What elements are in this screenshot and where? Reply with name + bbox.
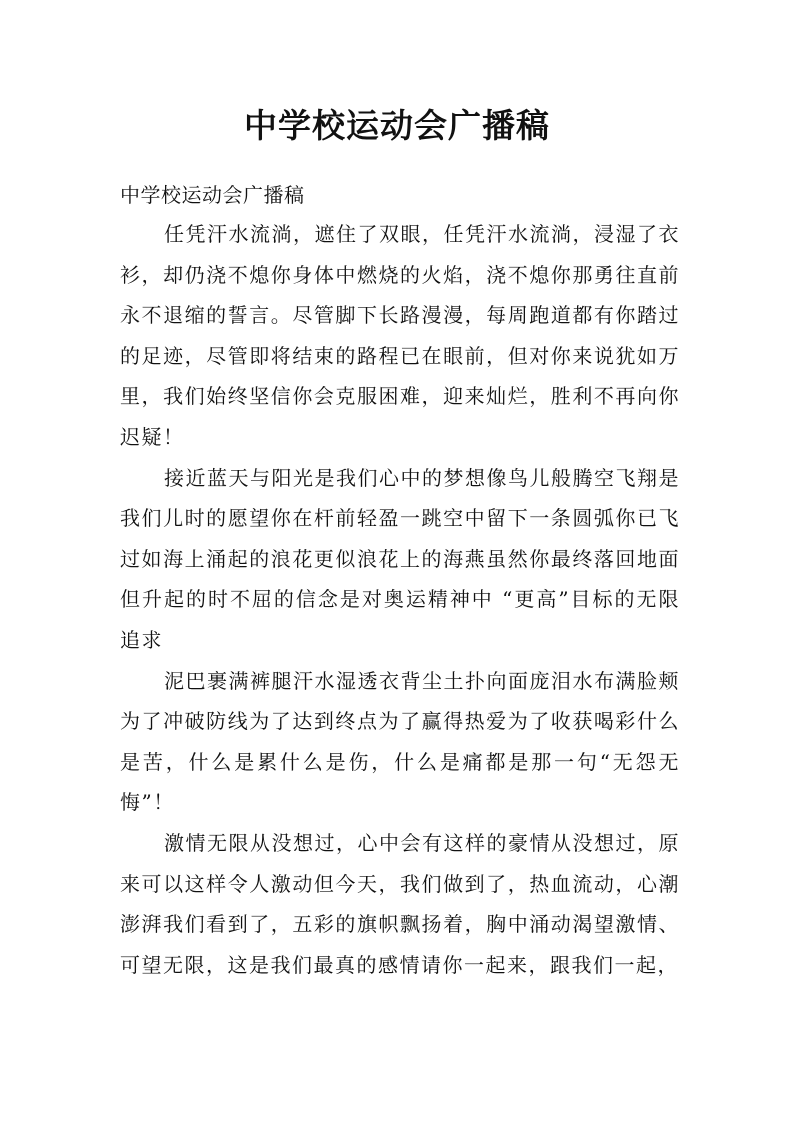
paragraph: 任凭汗水流淌，遮住了双眼，任凭汗水流淌，浸湿了衣衫，却仍浇不熄你身体中燃烧的火焰，浇不熄你那勇往直前永不退缩的誓言。尽管脚下长路漫漫，每周跑道都有你踏过的足迹，尽管即将结束的路程已在眼前，但对你来说犹如万里，我们始终坚信你会克服困难，迎来灿烂，胜利不再向你迟疑！ [120, 222, 680, 449]
paragraph: 激情无限从没想过，心中会有这样的豪情从没想过，原来可以这样令人激动但今天，我们做到了，热血流动，心潮澎湃我们看到了，五彩的旗帜飘扬着，胸中涌动渴望激情、可望无限，这是我们最真的感情请你一起来，跟我们一起， [120, 830, 680, 977]
paragraph: 接近蓝天与阳光是我们心中的梦想像鸟儿般腾空飞翔是我们儿时的愿望你在杆前轻盈一跳空中留下一条圆弧你已飞过如海上涌起的浪花更似浪花上的海燕虽然你最终落回地面但升起的时不屈的信念是对奥运精神中 “更高”目标的无限追求 [120, 465, 680, 652]
document-subtitle: 中学校运动会广播稿 [120, 183, 305, 207]
paragraph: 泥巴裹满裤腿汗水湿透衣背尘土扑向面庞泪水布满脸颊为了冲破防线为了达到终点为了赢得热爱为了收获喝彩什么是苦，什么是累什么是伤，什么是痛都是那一句“无怨无悔”！ [120, 668, 680, 815]
document-title: 中学校运动会广播稿 [244, 106, 550, 145]
document-body [120, 176, 680, 985]
